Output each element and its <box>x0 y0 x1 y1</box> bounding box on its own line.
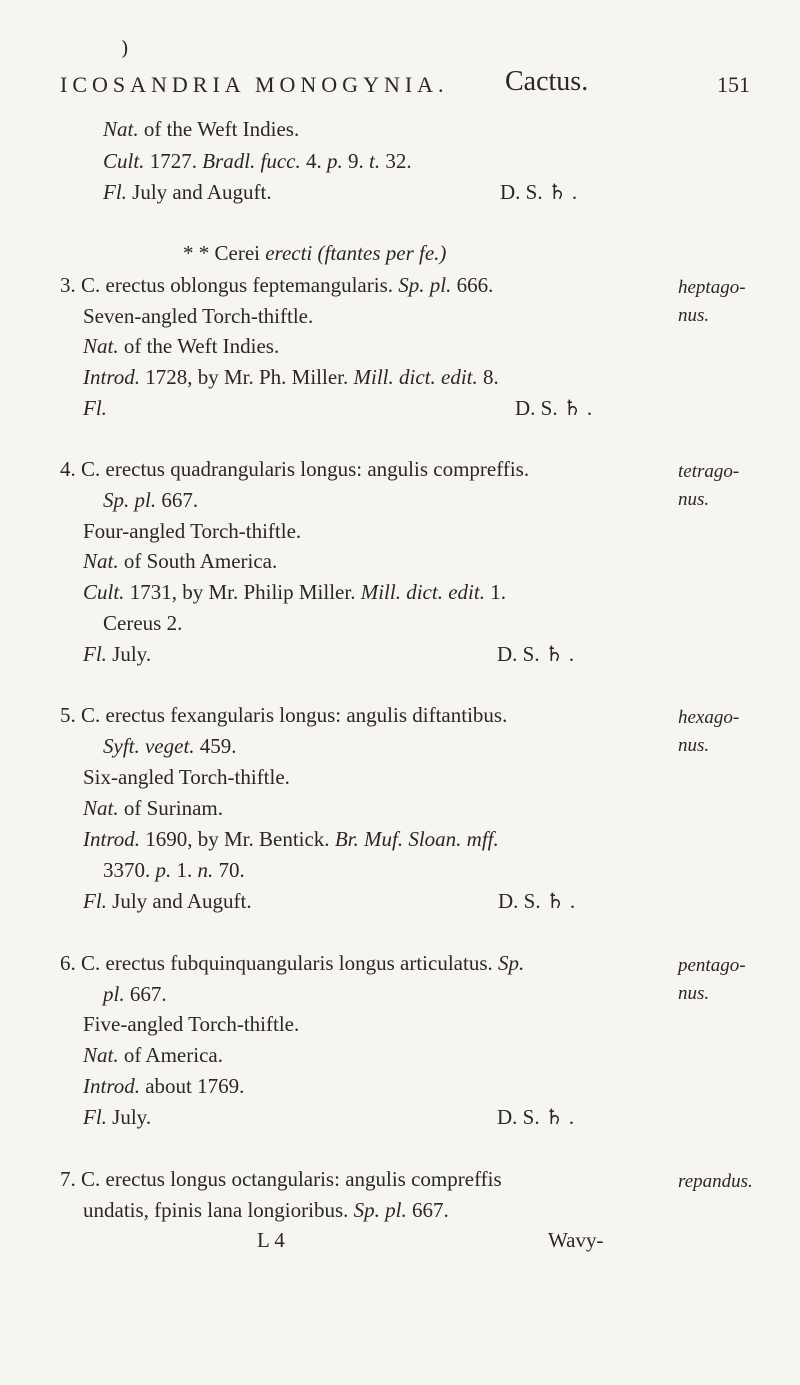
entry-6-line-6: Fl. July. <box>83 1105 152 1129</box>
signature-mark: L 4 <box>257 1228 285 1252</box>
entry-3-line-1: 3. C. erectus oblongus feptemangularis. Sp. pl. 666. <box>60 273 494 297</box>
entry-7-line-1: 7. C. erectus longus octangularis: angulis compreffis <box>60 1167 502 1191</box>
prev-nat-line: Nat. of the Weft Indies. <box>103 117 300 141</box>
prev-ds: D. S. ♄ . <box>500 180 578 204</box>
entry-4-line-1: 4. C. erectus quadrangularis longus: angulis compreffis. <box>60 457 530 481</box>
entry-4-marginal-name: tetrago- nus. <box>678 461 740 510</box>
entry-4-line-2: Sp. pl. 667. <box>103 488 199 512</box>
entry-4-line-5: Cult. 1731, by Mr. Philip Miller. Mill. dict. edit. 1. <box>83 580 506 604</box>
entry-5-line-6: 3370. p. 1. n. 70. <box>103 858 245 882</box>
prev-fl-line: Fl. July and Auguft. <box>103 180 272 204</box>
section-heading: * * Cerei erecti (ftantes per fe.) <box>183 241 447 265</box>
entry-6-marginal-name: pentago- nus. <box>678 955 746 1004</box>
page-number: 151 <box>717 72 750 97</box>
entry-3-line-2: Seven-angled Torch-thiftle. <box>83 304 314 328</box>
entry-4-ds: D. S. ♄ . <box>497 642 575 666</box>
entry-5-line-2: Syft. veget. 459. <box>103 734 237 758</box>
catchword: Wavy- <box>548 1228 604 1252</box>
entry-3-ds: D. S. ♄ . <box>515 396 593 420</box>
entry-5-line-1: 5. C. erectus fexangularis longus: angulis diftantibus. <box>60 703 508 727</box>
entry-4-line-6: Cereus 2. <box>103 611 183 635</box>
entry-5-marginal-name: hexago- nus. <box>678 707 740 756</box>
genus-title: Cactus. <box>505 66 589 97</box>
running-title: ICOSANDRIA MONOGYNIA. <box>60 72 449 97</box>
entry-7-marginal-name: repandus. <box>678 1171 753 1192</box>
entry-6-ds: D. S. ♄ . <box>497 1105 575 1129</box>
entry-6-line-3: Five-angled Torch-thiftle. <box>83 1012 300 1036</box>
running-header <box>60 68 750 108</box>
entry-4-line-3: Four-angled Torch-thiftle. <box>83 519 302 543</box>
entry-3-line-4: Introd. 1728, by Mr. Ph. Miller. Mill. dict. edit. 8. <box>83 365 499 389</box>
entry-7-line-2: undatis, fpinis lana longioribus. Sp. pl. 667. <box>83 1198 449 1222</box>
stray-mark: ) <box>121 36 129 60</box>
entry-3-marginal-name: heptago- nus. <box>678 277 746 326</box>
entry-6-line-5: Introd. about 1769. <box>83 1074 245 1098</box>
entry-6-line-1: 6. C. erectus fubquinquangularis longus articulatus. Sp. <box>60 951 525 975</box>
entry-5-line-3: Six-angled Torch-thiftle. <box>83 765 290 789</box>
entry-6-line-4: Nat. of America. <box>83 1043 223 1067</box>
entry-6-line-2: pl. 667. <box>103 982 167 1006</box>
entry-5-ds: D. S. ♄ . <box>498 889 576 913</box>
entry-3-line-3: Nat. of the Weft Indies. <box>83 334 280 358</box>
entry-4-line-4: Nat. of South America. <box>83 549 278 573</box>
prev-cult-line: Cult. 1727. Bradl. fucc. 4. p. 9. t. 32. <box>103 149 412 173</box>
entry-5-line-4: Nat. of Surinam. <box>83 796 223 820</box>
entry-5-line-5: Introd. 1690, by Mr. Bentick. Br. Muf. Sloan. mff. <box>83 827 499 851</box>
entry-5-line-7: Fl. July and Auguft. <box>83 889 252 913</box>
entry-4-line-7: Fl. July. <box>83 642 152 666</box>
entry-3-line-5: Fl. <box>83 396 107 420</box>
